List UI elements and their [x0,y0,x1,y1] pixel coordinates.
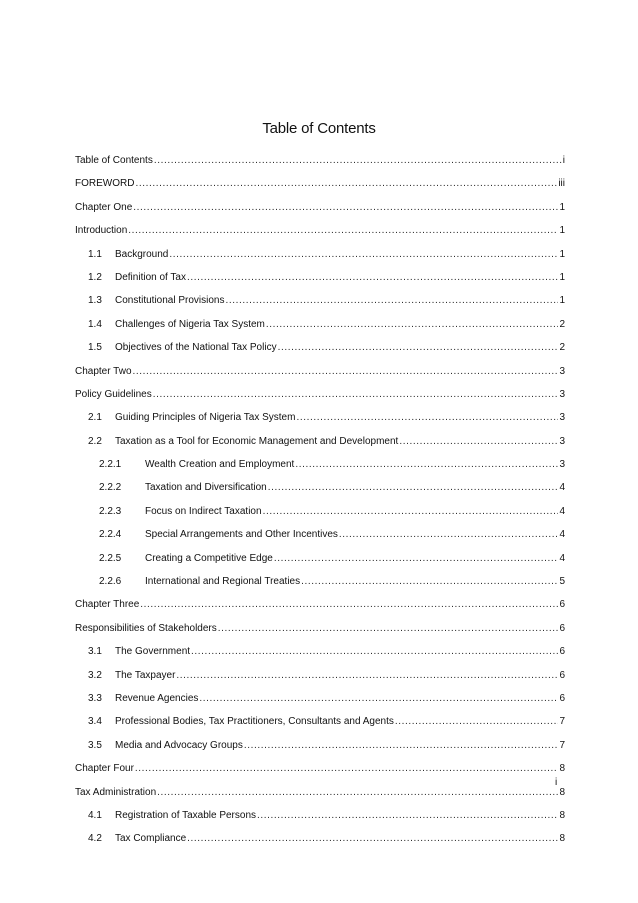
toc-entry-page: 8 [559,809,565,821]
toc-entry-number: 3.4 [88,716,102,728]
toc-entry-title: Tax Compliance [115,833,187,845]
toc-dot-leader [395,715,559,729]
toc-dot-leader [157,786,558,800]
toc-dot-leader [296,411,558,425]
toc-entry[interactable] [75,154,565,177]
toc-entry-page: 2 [559,342,565,354]
toc-dot-leader [301,575,558,589]
toc-entry-number: 4.2 [88,833,102,845]
toc-entry-page: 6 [559,669,565,681]
toc-dot-leader [274,552,559,566]
toc-entry[interactable] [75,341,565,364]
toc-entry-title: Background [115,248,169,260]
toc-dot-leader [133,201,558,215]
toc-entry-number: 1.2 [88,271,102,283]
toc-entry-page: 7 [559,739,565,751]
toc-entry-page: 5 [559,576,565,588]
toc-dot-leader [153,388,559,402]
toc-dot-leader [154,154,562,168]
toc-entry-title: Creating a Competitive Edge [145,552,273,564]
toc-entry-title: Taxation as a Tool for Economic Management and Development [115,435,399,447]
toc-entry-page: 8 [559,786,565,798]
toc-entry-title: Definition of Tax [115,271,186,283]
toc-entry-page: 3 [559,435,565,447]
toc-entry-number: 3.5 [88,739,102,751]
toc-entry-title: Special Arrangements and Other Incentives [145,529,338,541]
toc-entry-number: 1.1 [88,248,102,260]
toc-entry-page: 4 [559,505,565,517]
toc-dot-leader [199,692,558,706]
toc-entry[interactable] [75,739,565,762]
toc-entry-title: Constitutional Provisions [115,295,225,307]
toc-dot-leader [268,481,559,495]
toc-entry-page: 3 [559,459,565,471]
toc-entry[interactable] [75,201,565,224]
toc-dot-leader [191,645,558,659]
toc-entry-title: Introduction [75,225,128,237]
toc-entry-number: 2.2.6 [99,576,122,588]
toc-dot-leader [266,318,559,332]
toc-dot-leader [257,809,558,823]
toc-entry-page: 3 [559,388,565,400]
toc-entry-page: 6 [559,622,565,634]
toc-entry[interactable] [75,318,565,341]
toc-entry-number: 1.5 [88,342,102,354]
toc-entry-page: 1 [559,201,565,213]
toc-entry-number: 2.2.2 [99,482,122,494]
toc-entry-number: 2.2.3 [99,505,122,517]
toc-entry-page: 3 [559,365,565,377]
toc-entry-title: Chapter Two [75,365,132,377]
toc-entry[interactable] [75,645,565,668]
toc-entry-page: 4 [559,529,565,541]
toc-entry-page: 3 [559,412,565,424]
toc-entry[interactable] [75,598,565,621]
toc-entry-title: Tax Administration [75,786,157,798]
toc-entry-number: 2.2.1 [99,459,122,471]
toc-entry-page: 1 [559,271,565,283]
toc-entry[interactable] [75,481,565,504]
toc-entry[interactable] [75,411,565,434]
toc-entry-title: Policy Guidelines [75,388,152,400]
toc-entry-title: Revenue Agencies [115,692,199,704]
toc-dot-leader [263,505,559,519]
toc-dot-leader [176,669,558,683]
toc-entry-page: 2 [559,318,565,330]
toc-entry[interactable] [75,832,565,855]
toc-entry[interactable] [75,552,565,575]
toc-dot-leader [169,248,558,262]
toc-entry-number: 2.1 [88,412,102,424]
toc-dot-leader [128,224,558,238]
toc-entry-number: 1.3 [88,295,102,307]
toc-entry-number: 2.2.5 [99,552,122,564]
toc-entry[interactable] [75,435,565,458]
toc-entry[interactable] [75,271,565,294]
toc-list [75,154,565,856]
toc-entry-title: Objectives of the National Tax Policy [115,342,277,354]
toc-entry-title: Chapter Four [75,763,134,775]
toc-entry-title: Responsibilities of Stakeholders [75,622,217,634]
toc-entry[interactable] [75,365,565,388]
toc-title: Table of Contents [262,120,376,137]
page-number: i [555,777,558,788]
toc-entry-title: Focus on Indirect Taxation [145,505,262,517]
toc-entry-title: The Government [115,646,191,658]
toc-entry[interactable] [75,715,565,738]
toc-dot-leader [187,832,558,846]
toc-entry[interactable] [75,692,565,715]
toc-entry-title: Chapter Three [75,599,140,611]
toc-entry-title: Challenges of Nigeria Tax System [115,318,265,330]
toc-entry-page: 6 [559,599,565,611]
toc-entry[interactable] [75,528,565,551]
toc-entry-page: 4 [559,482,565,494]
toc-entry-title: Professional Bodies, Tax Practitioners, Consultants and Agents [115,716,394,728]
toc-entry-page: 1 [559,225,565,237]
toc-entry-page: 8 [559,833,565,845]
toc-entry-number: 1.4 [88,318,102,330]
toc-entry-title: Media and Advocacy Groups [115,739,243,751]
toc-entry[interactable] [75,575,565,598]
toc-entry-title: Table of Contents [75,155,153,166]
toc-entry-title: Registration of Taxable Persons [115,809,257,821]
toc-entry[interactable] [75,622,565,645]
toc-entry-page: iii [558,178,565,190]
toc-entry-title: Taxation and Diversification [145,482,267,494]
toc-entry[interactable] [75,762,565,785]
toc-dot-leader [295,458,558,472]
toc-entry[interactable] [75,177,565,200]
toc-dot-leader [226,294,559,308]
toc-dot-leader [244,739,559,753]
toc-dot-leader [187,271,558,285]
toc-dot-leader [218,622,559,636]
toc-entry[interactable] [75,294,565,317]
toc-entry-page: 1 [559,248,565,260]
toc-entry[interactable] [75,809,565,832]
toc-entry-page: 8 [559,763,565,775]
toc-entry[interactable] [75,669,565,692]
toc-entry-title: Guiding Principles of Nigeria Tax System [115,412,296,424]
toc-entry[interactable] [75,224,565,247]
toc-dot-leader [278,341,559,355]
toc-entry-title: The Taxpayer [115,669,176,681]
toc-dot-leader [399,435,558,449]
toc-entry-page: 4 [559,552,565,564]
toc-entry-number: 4.1 [88,809,102,821]
toc-entry-page: 6 [559,646,565,658]
toc-dot-leader [135,177,557,191]
toc-entry[interactable] [75,388,565,411]
toc-dot-leader [135,762,559,776]
toc-entry-number: 3.3 [88,692,102,704]
toc-dot-leader [140,598,558,612]
toc-entry-number: 2.2.4 [99,529,122,541]
toc-entry-title: International and Regional Treaties [145,576,301,588]
toc-entry-title: FOREWORD [75,178,135,190]
toc-entry-page: 6 [559,692,565,704]
toc-dot-leader [339,528,559,542]
toc-entry[interactable] [75,458,565,481]
toc-entry-page: 1 [559,295,565,307]
toc-entry[interactable] [75,786,565,809]
toc-entry-number: 3.2 [88,669,102,681]
toc-entry-title: Wealth Creation and Employment [145,459,295,471]
toc-entry-number: 3.1 [88,646,102,658]
toc-entry-page: i [562,155,565,166]
toc-entry-page: 7 [559,716,565,728]
toc-entry[interactable] [75,505,565,528]
toc-dot-leader [133,365,559,379]
toc-entry-number: 2.2 [88,435,102,447]
toc-entry-title: Chapter One [75,201,133,213]
toc-entry[interactable] [75,248,565,271]
